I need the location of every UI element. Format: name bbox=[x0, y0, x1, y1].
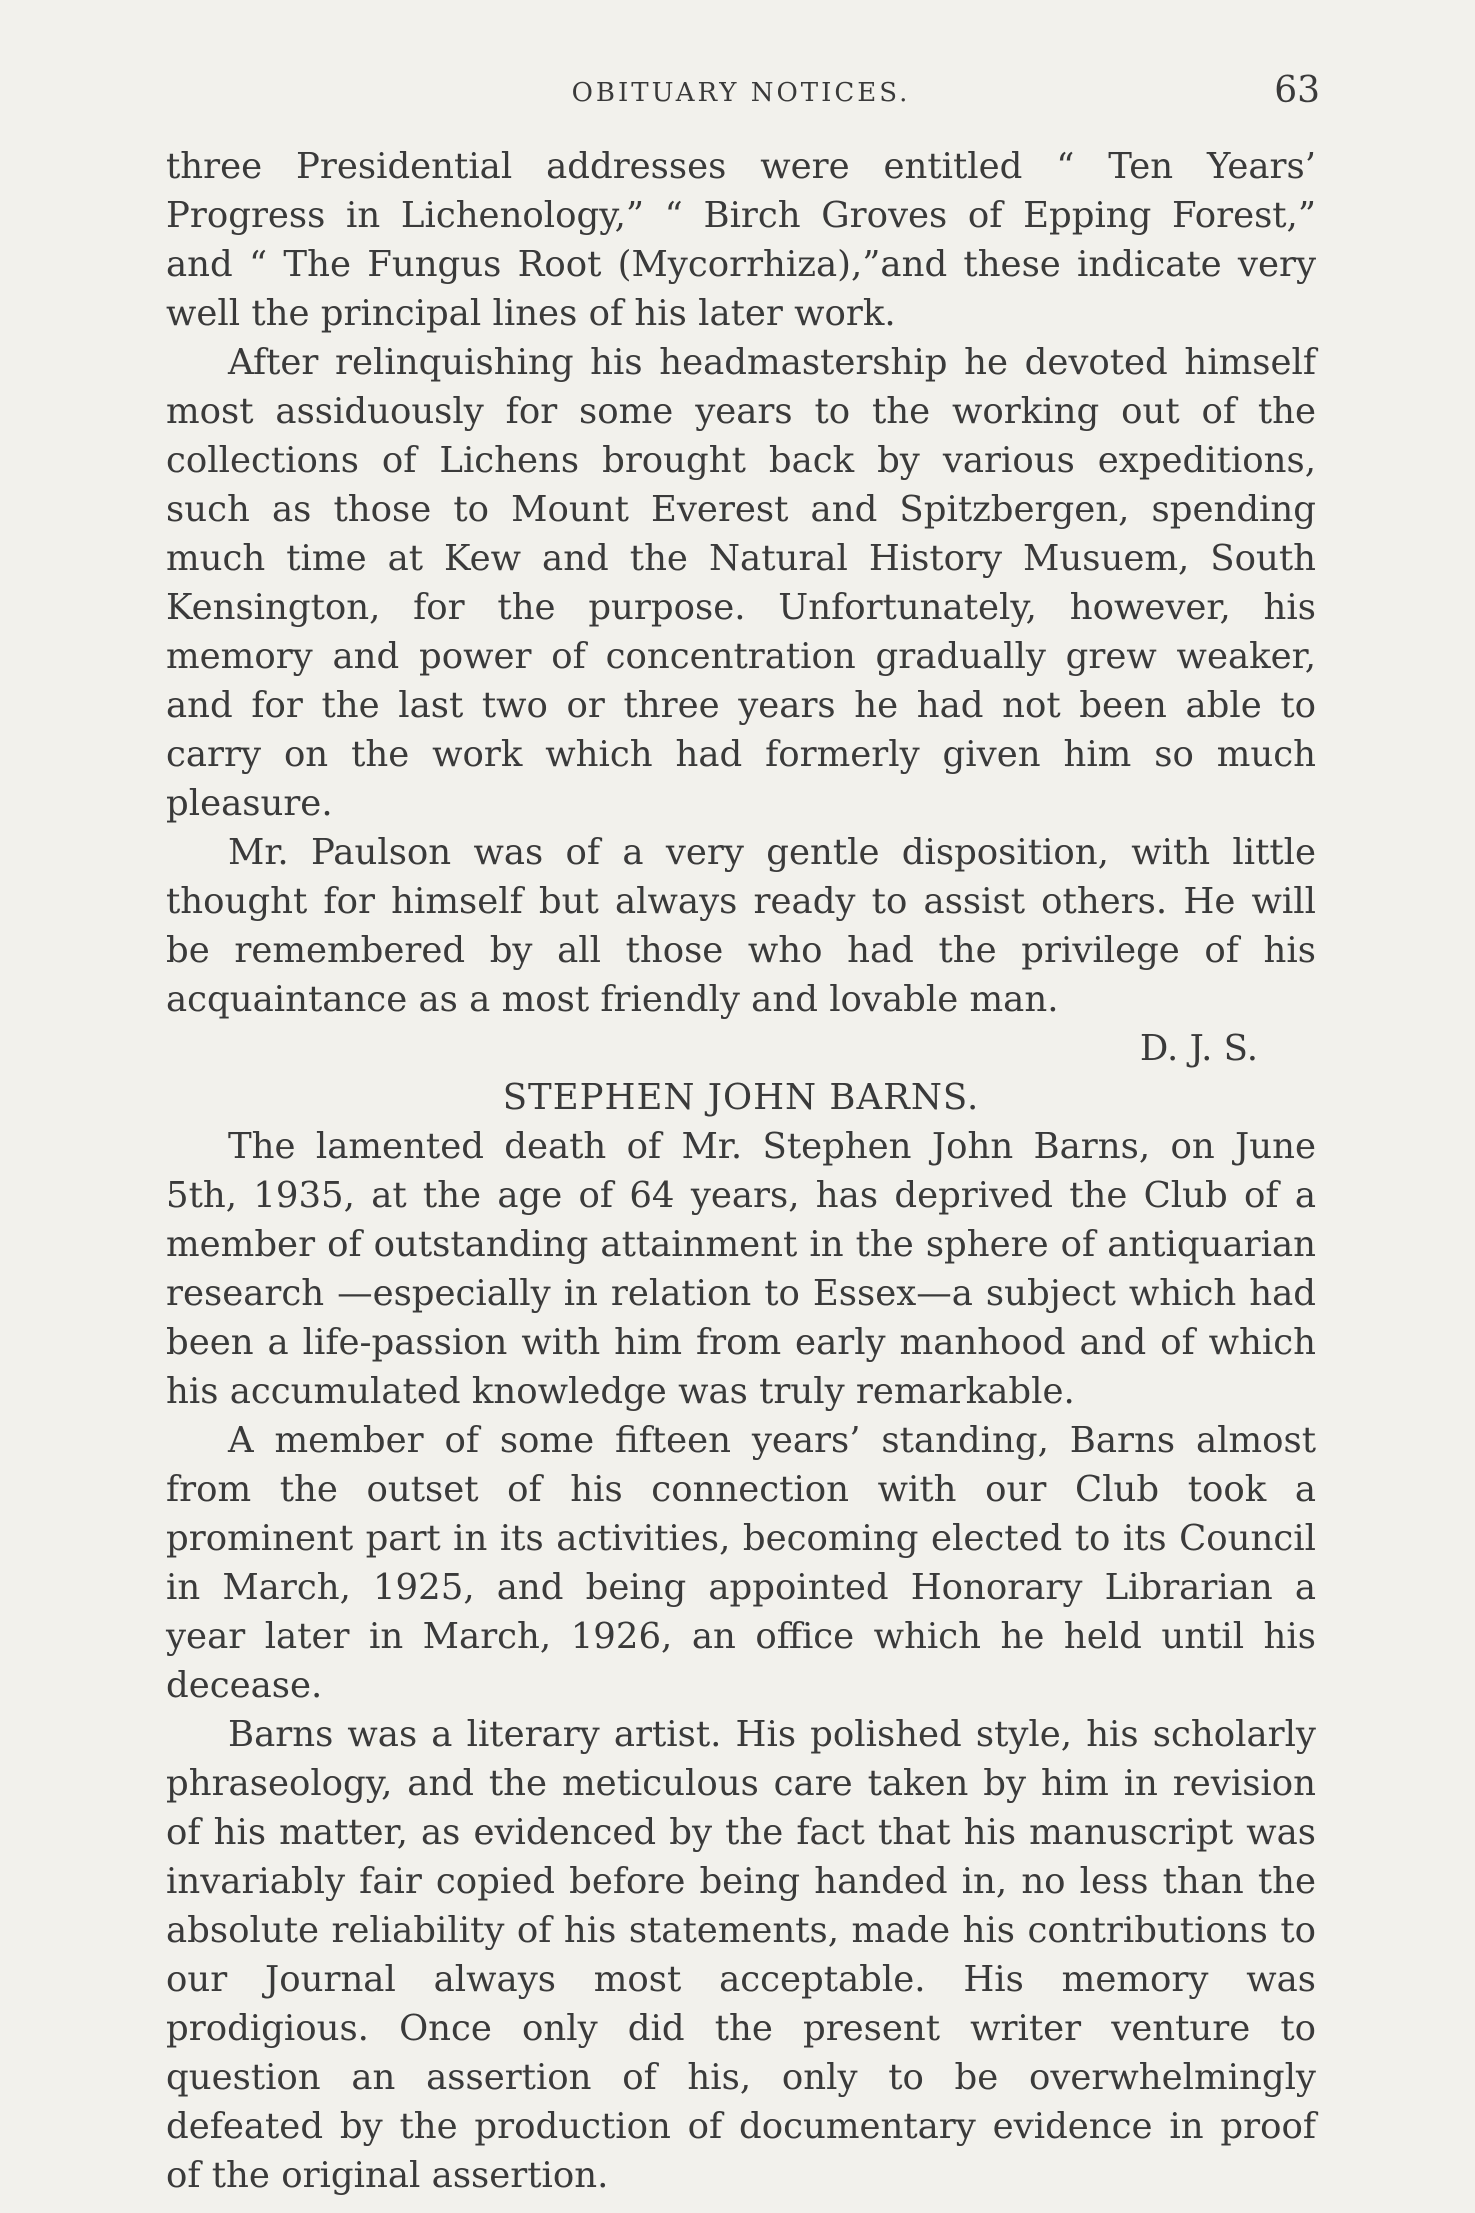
paragraph: A member of some fifteen years’ standing, Barns almost from the outset of his connection with our Club took a prominent part in its activities, becoming elected to its Council in March, 1925, and being appointed Honorary Librarian a year later in March, 1926, an office which he held until his decease. bbox=[166, 1420, 1316, 1706]
paragraph: Barns was a literary artist. His polished style, his scholarly phraseology, and the meticulous care taken by him in revision of his matter, as evidenced by the fact that his manuscript was invariably fair copied before being handed in, no less than the absolute reliability of his statements, made his contributions to our Journal always most acceptable. His memory was prodigious. Once only did the present writer venture to question an assertion of his, only to be overwhelmingly defeated by the production of documentary evidence in proof of the original assertion. bbox=[166, 1714, 1316, 2196]
paragraph: After relinquishing his headmastership he devoted himself most assiduously for some years to the working out of the collections of Lichens brought back by various expeditions, such as those to Mount Everest and Spitzbergen, spending much time at Kew and the Natural History Musuem, South Kensington, for the purpose. Unfortunately, however, his memory and power of concentration gradually grew weaker, and for the last two or three years he had not been able to carry on the work which had formerly given him so much pleasure. bbox=[166, 342, 1316, 824]
paragraph: Mr. Paulson was of a very gentle disposition, with little thought for himself but always ready to assist others. He will be remembered by all those who had the privilege of his acquaintance as a most friendly and lovable man. bbox=[166, 832, 1316, 1020]
obituary-heading: STEPHEN JOHN BARNS. bbox=[502, 1077, 980, 1118]
paragraph-continued: three Presidential addresses were entitled “ Ten Years’ Progress in Lichenology,” “ Birch Groves of Epping Forest,” and “ The Fungus Root (Mycorrhiza),”and these indicate very well the principal lines of his later work. bbox=[166, 146, 1316, 334]
running-title: OBITUARY NOTICES. bbox=[571, 78, 911, 108]
page-number: 63 bbox=[1274, 70, 1320, 111]
running-head bbox=[166, 70, 1320, 114]
body-text bbox=[166, 142, 1316, 2200]
paragraph: The lamented death of Mr. Stephen John Barns, on June 5th, 1935, at the age of 64 years, has deprived the Club of a member of outstanding attainment in the sphere of antiquarian research —especially in relation to Essex—a subject which had been a life-passion with him from early manhood and of which his accumulated knowledge was truly remarkable. bbox=[166, 1126, 1316, 1412]
author-initials: D. J. S. bbox=[1139, 1028, 1258, 1069]
